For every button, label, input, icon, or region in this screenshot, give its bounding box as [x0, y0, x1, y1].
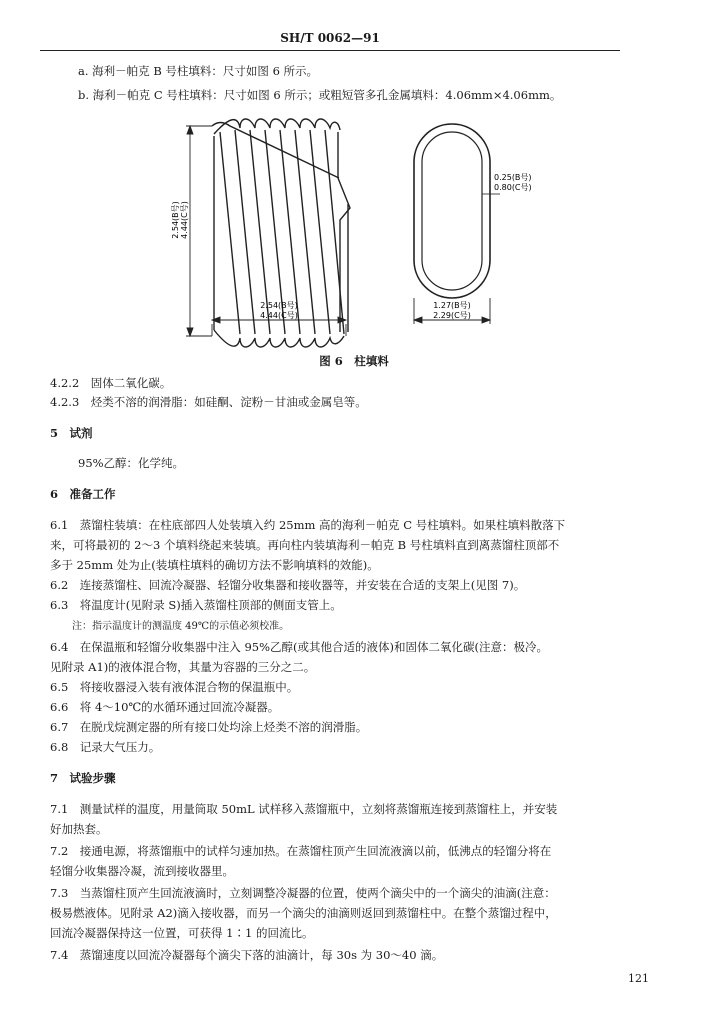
loop-width-label-b: 1.27(B号) [433, 301, 471, 310]
section-6-8: 6.8 记录大气压力。 [50, 740, 161, 754]
section-7-1-line-1: 7.1 测量试样的温度，用量筒取 50mL 试样移入蒸馏瓶中，立刻将蒸馏瓶连接到蒸馏柱上，并安装 [50, 802, 558, 816]
section-7-3-line-1: 7.3 当蒸馏柱顶产生回流液滴时，立刻调整冷凝器的位置，使两个滴尖中的一个滴尖的油滴(注意： [50, 886, 556, 900]
section-6-1-line-1: 6.1 蒸馏柱装填：在柱底部四人处装填入约 25mm 高的海利－帕克 C 号柱填料。如果柱填料散落下 [50, 518, 566, 532]
section-6-7: 6.7 在脱戊烷测定器的所有接口处均涂上烃类不溶的润滑脂。 [50, 720, 368, 734]
section-4-2-2: 4.2.2 固体二氧化碳。 [50, 376, 172, 390]
section-6-4-line-1: 6.4 在保温瓶和轻馏分收集器中注入 95%乙醇(或其他合适的液体)和固体二氧化碳(注意：极冷。 [50, 640, 548, 654]
wire-thickness-label-c: 0.80(C号) [494, 183, 532, 192]
section-6-3-note: 注：指示温度计的测温度 49℃的示值必须校准。 [72, 621, 290, 632]
header-standard-no: SH/T 0062—91 [280, 31, 380, 45]
page-number: 121 [628, 972, 649, 985]
section-6-1-line-3: 多于 25mm 处为止(装填柱填料的确切方法不影响填料的效能)。 [50, 558, 379, 572]
section-7-2-line-2: 轻馏分收集器冷凝，流到接收器里。 [50, 864, 234, 878]
figure-6-packing [0, 108, 708, 348]
item-a: a. 海利－帕克 B 号柱填料：尺寸如图 6 所示。 [78, 64, 319, 78]
section-6-2: 6.2 连接蒸馏柱、回流冷凝器、轻馏分收集器和接收器等，并安装在合适的支架上(见图 7)。 [50, 578, 526, 592]
section-4-2-3: 4.2.3 烃类不溶的润滑脂：如硅酮、淀粉－甘油或金属皂等。 [50, 395, 367, 409]
coil-width-label-b: 2.54(B号) [260, 301, 298, 310]
section-6-3: 6.3 将温度计(见附录 S)插入蒸馏柱顶部的侧面支管上。 [50, 598, 342, 612]
section-7-4: 7.4 蒸馏速度以回流冷凝器每个滴尖下落的油滴计，每 30s 为 30～40 滴。 [50, 948, 444, 962]
figure-caption: 图 6 柱填料 [319, 354, 389, 368]
coil-width-label-c: 4.44(C号) [260, 311, 298, 320]
section-6-1-line-2: 来，可将最初的 2～3 个填料绕起来装填。再向柱内装填海利－帕克 B 号柱填料直到离蒸馏柱顶部不 [50, 538, 560, 552]
section-7-3-line-2: 极易燃液体。见附录 A2)滴入接收器，而另一个滴尖的油滴则返回到蒸馏柱中。在整个蒸馏过程中， [50, 906, 557, 920]
section-7-1-line-2: 好加热套。 [50, 822, 108, 836]
coil-height-label-c: 4.44(C号) [180, 201, 189, 239]
section-6-6: 6.6 将 4～10℃的水循环通过回流冷凝器。 [50, 700, 280, 714]
wire-thickness-label-b: 0.25(B号) [494, 173, 532, 182]
section-6-5: 6.5 将接收器浸入装有液体混合物的保温瓶中。 [50, 680, 299, 694]
section-7-2-line-1: 7.2 接通电源，将蒸馏瓶中的试样匀速加热。在蒸馏柱顶产生回流液滴以前，低沸点的轻馏分将在 [50, 844, 552, 858]
section-5-title: 5 试剂 [50, 426, 93, 440]
section-6-title: 6 准备工作 [50, 487, 116, 501]
coil-height-label-b: 2.54(B号) [171, 201, 180, 239]
coil-height-dimension [186, 126, 212, 336]
loop-width-label-c: 2.29(C号) [433, 311, 471, 320]
section-5-body: 95%乙醇：化学纯。 [78, 456, 185, 470]
section-7-title: 7 试验步骤 [50, 771, 116, 785]
wire-loop-drawing [414, 124, 490, 298]
header-rule [40, 50, 620, 51]
section-7-3-line-3: 回流冷凝器保持这一位置，可获得 1∶1 的回流比。 [50, 926, 314, 940]
item-b: b. 海利－帕克 C 号柱填料：尺寸如图 6 所示；或粗短管多孔金属填料：4.06mm×4.06mm。 [78, 88, 562, 102]
section-6-4-line-2: 见附录 A1)的液体混合物，其量为容器的三分之二。 [50, 660, 316, 674]
